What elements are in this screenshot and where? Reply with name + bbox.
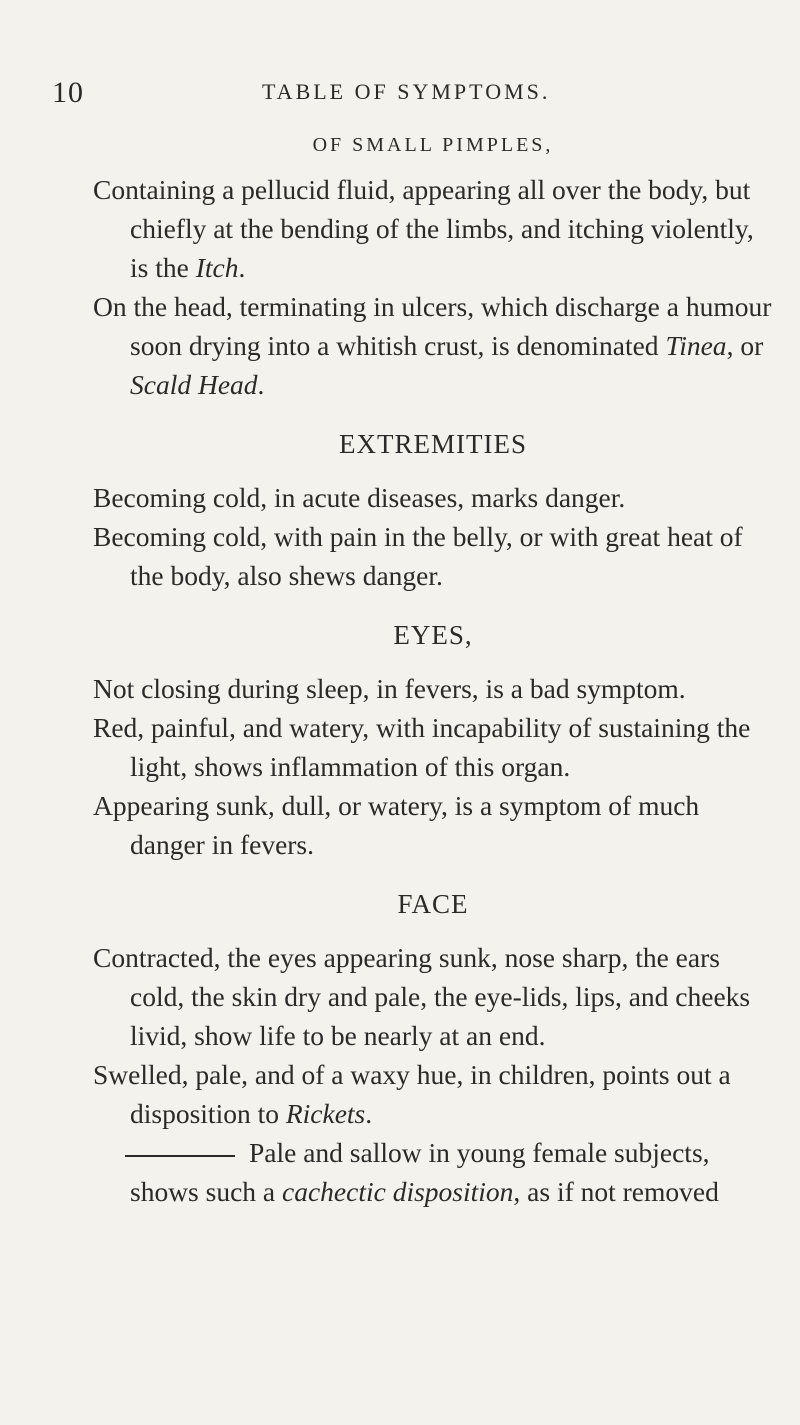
entry-face-contracted: [93, 938, 773, 1055]
entry-face-pale-sallow: [93, 1133, 773, 1211]
entry-text: .: [257, 369, 265, 400]
entry-text: Pale and sallow in young female subjects, shows such a: [130, 1137, 710, 1207]
entry-text: Containing a pellucid fluid, appearing all over the body, but chiefly at the bending of the limbs, and itching violently, is the: [93, 174, 754, 283]
entry-text: .: [238, 252, 246, 283]
section-heading-face: FACE: [397, 889, 469, 919]
entry-itch: [93, 170, 773, 287]
entry-eyes-not-closing: [93, 669, 773, 708]
entry-eyes-sunk: [93, 786, 773, 864]
entry-text: .: [365, 1098, 373, 1129]
entry-italic-term: Scald Head: [130, 369, 258, 400]
entry-italic-term: Tinea: [665, 330, 727, 361]
section-heading-eyes: EYES,: [393, 620, 473, 650]
running-head: [0, 62, 800, 112]
section-heading-extremities: EXTREMITIES: [339, 429, 527, 459]
page-number: 10: [52, 76, 84, 109]
ditto-dash: [125, 1155, 235, 1157]
body-text: [93, 130, 773, 1211]
entry-text: Appearing sunk, dull, or watery, is a symptom of much danger in fevers.: [93, 790, 700, 860]
entry-tinea: [93, 287, 773, 404]
running-title: TABLE OF SYMPTOMS.: [262, 79, 551, 104]
entry-italic-term: Itch: [195, 252, 239, 283]
entry-text: On the head, terminating in ulcers, which discharge a humour soon drying into a whitish crust, is denominated: [93, 291, 772, 361]
entry-text: Red, painful, and watery, with incapability of sustaining the light, shows inflammation of this organ.: [93, 712, 751, 782]
entry-text: Not closing during sleep, in fevers, is a bad symptom.: [93, 673, 686, 704]
entry-italic-term: cachectic disposition: [282, 1176, 514, 1207]
entry-text: , or: [726, 330, 764, 361]
entry-text: Swelled, pale, and of a waxy hue, in children, points out a disposition to: [93, 1059, 731, 1129]
entry-text: Becoming cold, in acute diseases, marks danger.: [93, 482, 626, 513]
entry-eyes-red: [93, 708, 773, 786]
section-heading-small-pimples: OF SMALL PIMPLES,: [312, 134, 554, 156]
entry-face-swelled: [93, 1055, 773, 1133]
entry-extremities-cold-pain: [93, 517, 773, 595]
entry-italic-term: Rickets: [285, 1098, 366, 1129]
entry-text: Contracted, the eyes appearing sunk, nose sharp, the ears cold, the skin dry and pale, the eye-lids, lips, and cheeks livid, show life to be nearly at an end.: [93, 942, 751, 1051]
entry-text: Becoming cold, with pain in the belly, or with great heat of the body, also shews danger.: [93, 521, 743, 591]
entry-text: , as if not removed: [513, 1176, 719, 1207]
entry-extremities-cold: [93, 478, 773, 517]
